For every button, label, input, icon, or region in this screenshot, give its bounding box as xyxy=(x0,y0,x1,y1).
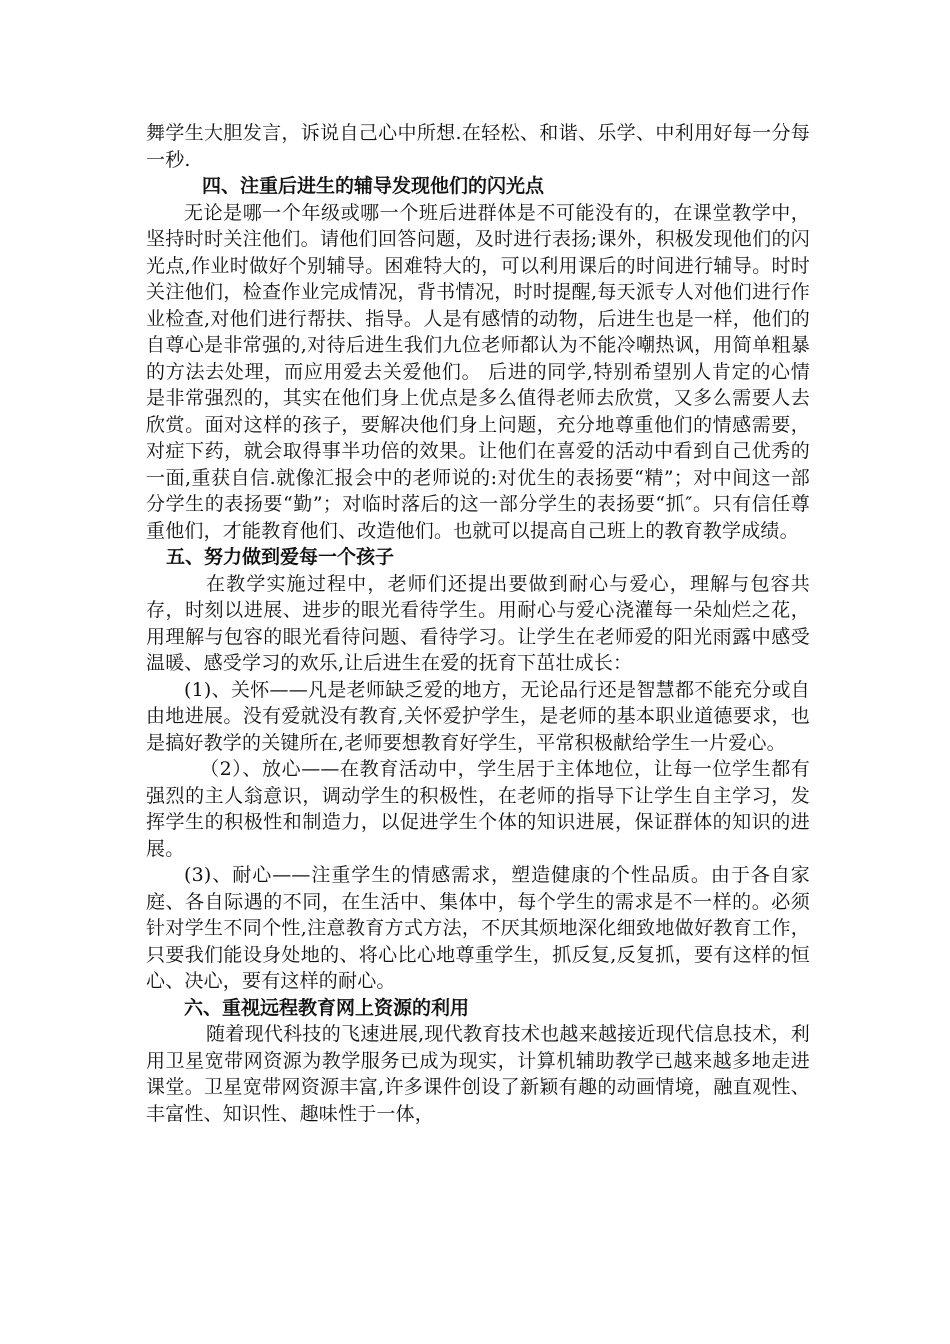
paragraph-continuation: 舞学生大胆发言，诉说自己心中所想.在轻松、和谐、乐学、中利用好每一分每一秒. xyxy=(146,122,810,171)
paragraph-section-5-item-2: （2）、放心——在教育活动中，学生居于主体地位，让每一位学生都有强烈的主人翁意识，调动学生的积极性，在老师的指导下让学生自主学习，发挥学生的积极性和制造力，以促进学生个体的知识进展，保证群体的知识的进展。 xyxy=(146,758,810,860)
section-heading-6: 六、重视远程教育网上资源的利用 xyxy=(184,996,470,1019)
document-body xyxy=(146,120,810,1127)
section-heading-5: 五、努力做到爱每一个孩子 xyxy=(166,546,395,568)
paragraph-section-5-intro: 在教学实施过程中，老师们还提出要做到耐心与爱心，理解与包容共存，时刻以进展、进步的眼光看待学生。用耐心与爱心浇灌每一朵灿烂之花，用理解与包容的眼光看待问题、看待学习。让学生在老师爱的阳光雨露中感受温暖、感受学习的欢乐,让后进生在爱的抚育下茁壮成长： xyxy=(146,572,810,674)
paragraph-section-5-item-1: (1)、关怀——凡是老师缺乏爱的地方，无论品行还是智慧都不能充分或自由地进展。没有爱就没有教育,关怀爱护学生，是老师的基本职业道德要求，也是搞好教学的关键所在,老师要想教育好学生，平常积极献给学生一片爱心。 xyxy=(146,678,810,754)
paragraph-section-6: 随着现代科技的飞速进展,现代教育技术也越来越接近现代信息技术，利用卫星宽带网资源为教学服务已成为现实，计算机辅助教学已越来越多地走进课堂。卫星宽带网资源丰富,许多课件创设了新颖有趣的动画情境，融直观性、丰富性、知识性、趣味性于一体， xyxy=(146,1023,810,1125)
section-heading-4: 四、注重后进生的辅导发现他们的闪光点 xyxy=(202,175,545,197)
paragraph-section-5-item-3: (3)、耐心——注重学生的情感需求，塑造健康的个性品质。由于各自家庭、各自际遇的不同，在生活中、集体中，每个学生的需求是不一样的。必须针对学生不同个性,注意教育方式方法，不厌其烦地深化细致地做好教育工作，只要我们能设身处地的、将心比心地尊重学生，抓反复,反复抓，要有这样的恒心、决心，要有这样的耐心。 xyxy=(146,864,810,992)
paragraph-section-4: 无论是哪一个年级或哪一个班后进群体是不可能没有的，在课堂教学中，坚持时时关注他们。请他们回答问题，及时进行表扬;课外，积极发现他们的闪光点,作业时做好个别辅导。困难特大的，可以利用课后的时间进行辅导。时时关注他们，检查作业完成情况，背书情况，时时提醒,每天派专人对他们进行作业检查,对他们进行帮扶、指导。人是有感情的动物，后进生也是一样，他们的自尊心是非常强的,对待后进生我们九位老师都认为不能冷嘲热讽，用简单粗暴的方法去处理，而应用爱去关爱他们。 后进的同学,特别希望别人肯定的心情是非常强烈的，其实在他们身上优点是多么值得老师去欣赏，又多么需要人去欣赏。面对这样的孩子，要解决他们身上问题，充分地尊重他们的情感需要，对症下药，就会取得事半功倍的效果。让他们在喜爱的活动中看到自己优秀的一面,重获自信.就像汇报会中的老师说的:对优生的表扬要“精”；对中间这一部分学生的表扬要“勤”；对临时落后的这一部分学生的表扬要“抓″。只有信任尊重他们，才能教育他们、改造他们。也就可以提高自己班上的教育教学成绩。 xyxy=(146,201,810,542)
